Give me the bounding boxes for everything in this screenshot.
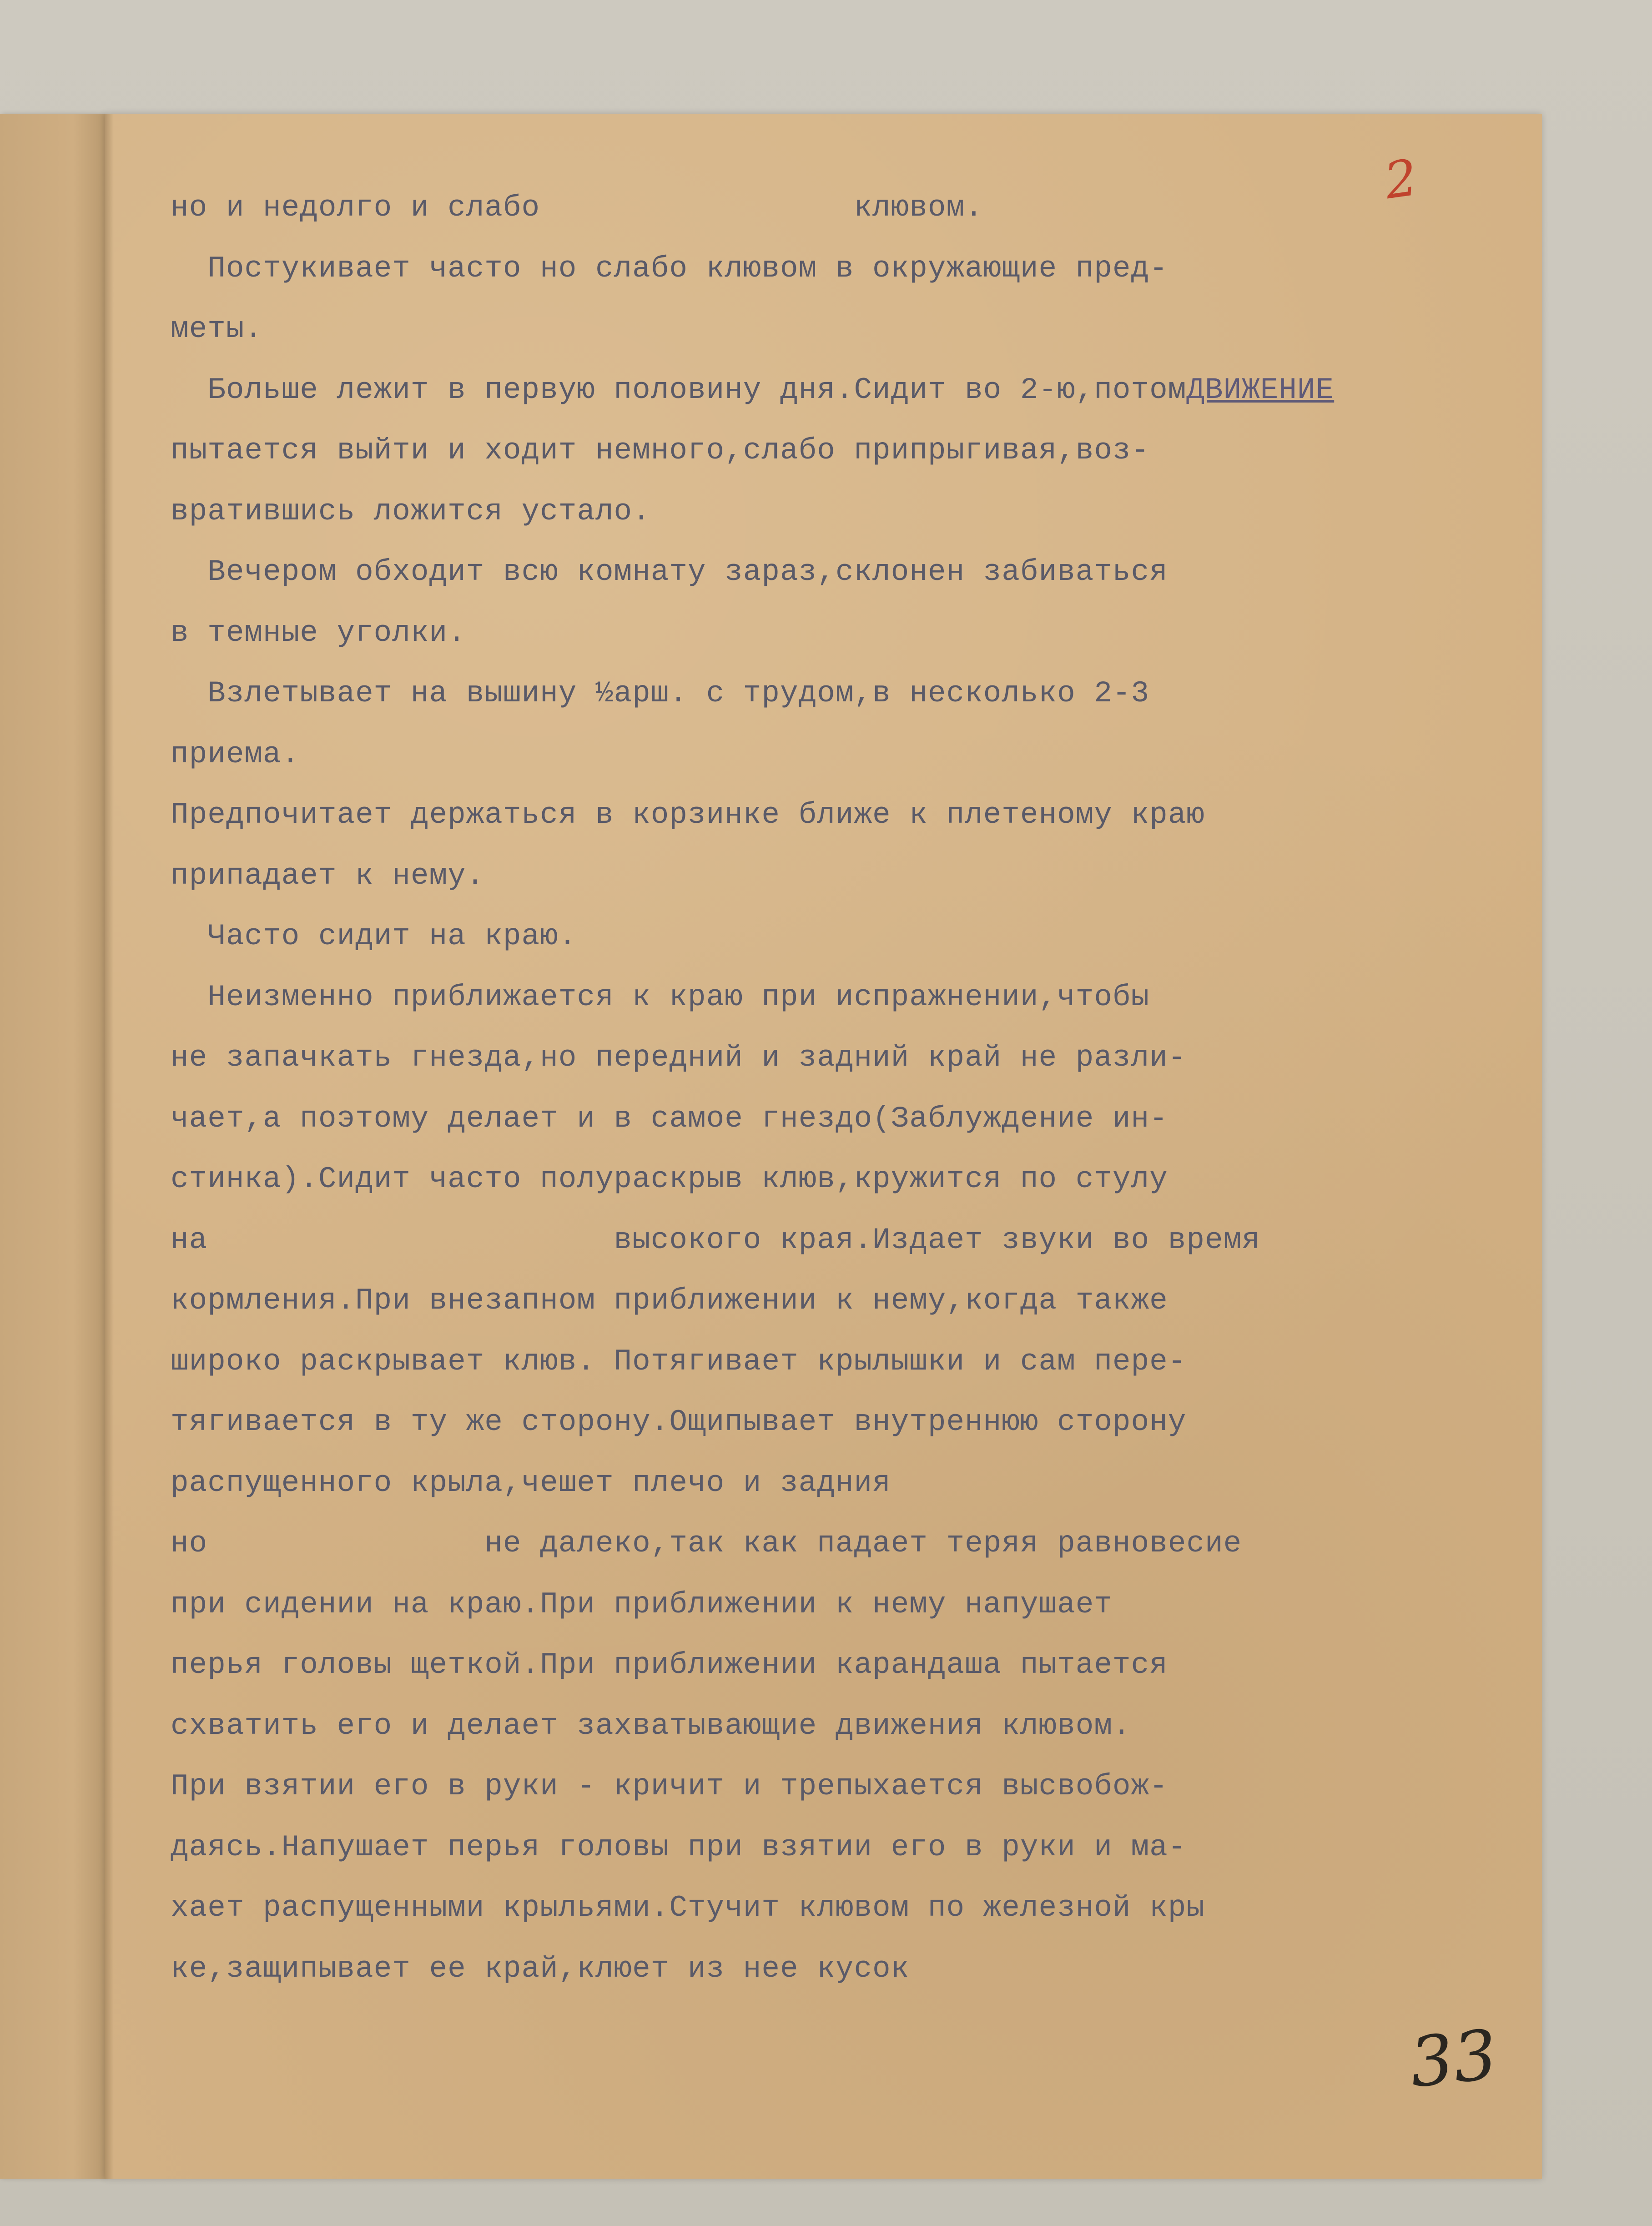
text-line: Вечером обходит всю комнату зараз,склонен забиваться — [171, 555, 1168, 589]
text-line: на высокого края.Издает звуки во время — [171, 1223, 1260, 1257]
text-line: но не далеко,так как падает теряя равновесие — [171, 1526, 1242, 1561]
text-line: распущенного крыла,чешет плечо и задния — [171, 1466, 891, 1500]
text-line: Неизменно приближается к краю при испражнении,чтобы — [171, 980, 1150, 1014]
text-line: схватить его и делает захватывающие движения клювом. — [171, 1708, 1131, 1743]
text-line: пытается выйти и ходит немного,слабо припрыгивая,воз- — [171, 433, 1150, 468]
text-line: в темные уголки. — [171, 615, 466, 650]
text-line: при сидении на краю.При приближении к нему напушает — [171, 1587, 1113, 1622]
text-line: кормления.При внезапном приближении к нему,когда также — [171, 1284, 1168, 1318]
text-line: хает распущенными крыльями.Стучит клювом по железной кры — [171, 1891, 1205, 1925]
text-line: перья головы щеткой.При приближении карандаша пытается — [171, 1648, 1168, 1682]
margin-insert: ДВИЖЕНИЕ — [1186, 373, 1335, 407]
page-number-marker: 2 — [1381, 148, 1421, 211]
text-line: тягивается в ту же сторону.Ощипывает внутреннюю сторону — [171, 1405, 1187, 1439]
text-line: вратившись ложится устало. — [171, 494, 651, 529]
text-line: Постукивает часто но слабо клювом в окружающие пред- — [171, 251, 1168, 286]
text-line: Больше лежит в первую половину дня.Сидит во 2-ю,потом — [171, 373, 1187, 407]
text-line: Часто сидит на краю. — [171, 919, 577, 953]
text-line: меты. — [171, 312, 263, 346]
text-line: но и недолго и слабо клювом. — [171, 191, 983, 225]
archive-sheet-number: 33 — [1406, 2015, 1501, 2103]
text-line: При взятии его в руки - кричит и трепыхается высвобож- — [171, 1769, 1168, 1803]
text-line: приема. — [171, 737, 300, 771]
text-line: не запачкать гнезда,но передний и задний край не разли- — [171, 1041, 1187, 1075]
left-folder-leaf — [0, 114, 105, 2179]
text-line-with-insert — [171, 360, 1490, 421]
text-line: Взлетывает на вышину ½арш. с трудом,в несколько 2-3 — [171, 676, 1150, 710]
text-line: чает,а поэтому делает и в самое гнездо(Заблуждение ин- — [171, 1101, 1168, 1136]
sheet-fold-shadow — [105, 114, 114, 2179]
text-line: широко раскрывает клюв. Потягивает крылышки и сам пере- — [171, 1344, 1187, 1379]
text-line: стинка).Сидит часто полураскрыв клюв,кружится по стулу — [171, 1162, 1168, 1196]
text-line: Предпочитает держаться в корзинке ближе к плетеному краю — [171, 798, 1205, 832]
text-line: припадает к нему. — [171, 858, 485, 893]
text-line: даясь.Напушает перья головы при взятии его в руки и ма- — [171, 1830, 1187, 1864]
text-line: ке,защипывает ее край,клюет из нее кусок — [171, 1951, 910, 1986]
typed-text-body — [171, 177, 1490, 1999]
